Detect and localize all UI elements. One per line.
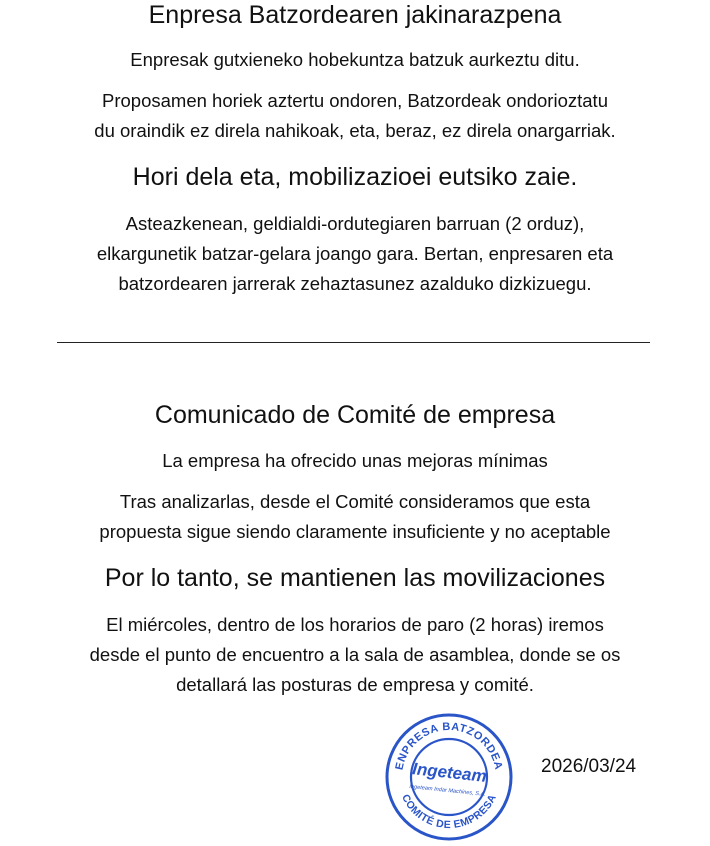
spanish-p2-line2: propuesta sigue siendo claramente insuficiente y no aceptable xyxy=(99,521,611,542)
basque-p2-line1: Proposamen horiek aztertu ondoren, Batzordeak ondorioztatu xyxy=(102,90,608,111)
spanish-notice xyxy=(0,400,710,430)
basque-paragraph-2 xyxy=(0,86,710,146)
spanish-paragraph-2 xyxy=(0,487,710,547)
spanish-headline-block xyxy=(0,563,710,593)
spanish-p3-line3: detallará las posturas de empresa y comité. xyxy=(176,674,534,695)
spanish-paragraph-3 xyxy=(0,610,710,700)
basque-p3-line2: elkargunetik batzar-gelara joango gara. Bertan, enpresaren eta xyxy=(96,243,614,264)
basque-p3-line3: batzordearen jarrerak zehaztasunez azalduko dizkizuegu. xyxy=(118,273,592,294)
spanish-p3-line1: El miércoles, dentro de los horarios de paro (2 horas) iremos xyxy=(106,614,604,635)
basque-p2-line2: du oraindik ez direla nahikoak, eta, beraz, ez direla onargarriak. xyxy=(94,120,616,141)
basque-notice xyxy=(0,0,710,30)
spanish-headline: Por lo tanto, se mantienen las movilizaciones xyxy=(104,564,606,592)
basque-paragraph-3 xyxy=(0,209,710,299)
spanish-p3-line2: desde el punto de encuentro a la sala de asamblea, donde se os xyxy=(89,644,621,665)
spanish-p1: La empresa ha ofrecido unas mejoras mínimas xyxy=(162,450,548,471)
stamp-logo-text: Ingeteam xyxy=(411,759,488,786)
basque-title: Enpresa Batzordearen jakinarazpena xyxy=(148,1,562,29)
basque-headline-block xyxy=(0,162,710,192)
stamp-company-text: Ingeteam Indar Machines, S.A. xyxy=(409,783,487,798)
spanish-paragraph-1 xyxy=(0,446,710,476)
stamp-bottom-text: COMITÉ DE EMPRESA xyxy=(399,792,499,832)
stamp-top-text: ENPRESA BATZORDEA xyxy=(393,720,505,772)
basque-headline: Hori dela eta, mobilizazioei eutsiko zaie. xyxy=(132,163,578,191)
document-date: 2026/03/24 xyxy=(541,756,637,777)
basque-p1: Enpresak gutxieneko hobekuntza batzuk aurkeztu ditu. xyxy=(130,49,580,70)
company-stamp xyxy=(384,712,514,842)
spanish-p2-line1: Tras analizarlas, desde el Comité consideramos que esta xyxy=(119,491,591,512)
basque-p3-line1: Asteazkenean, geldialdi-ordutegiaren barruan (2 orduz), xyxy=(125,213,585,234)
spanish-title: Comunicado de Comité de empresa xyxy=(154,401,556,429)
section-divider xyxy=(57,342,650,343)
basque-paragraph-1 xyxy=(0,45,710,75)
